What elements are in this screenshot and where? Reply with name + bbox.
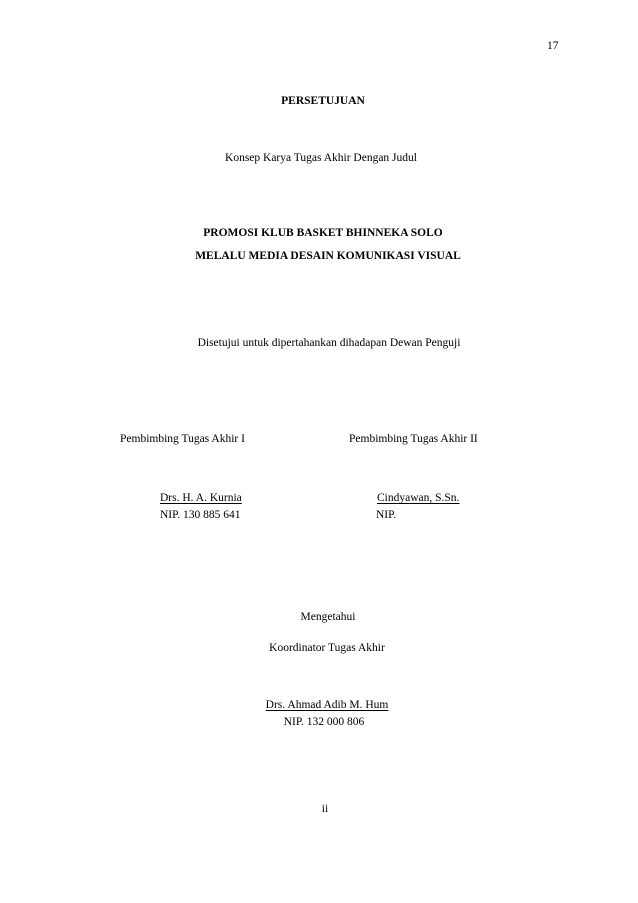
page-title: PERSETUJUAN: [281, 95, 365, 107]
approval-statement: Disetujui untuk dipertahankan dihadapan Dewan Penguji: [197, 337, 461, 349]
advisor-1-role: Pembimbing Tugas Akhir I: [120, 433, 245, 445]
advisor-1-name: Drs. H. A. Kurnia: [160, 492, 242, 504]
acknowledgement-label: Mengetahui: [300, 611, 356, 623]
advisor-2-name: Cindyawan, S.Sn.: [377, 492, 460, 504]
coordinator-nip: NIP. 132 000 806: [283, 716, 365, 728]
advisor-2-role: Pembimbing Tugas Akhir II: [349, 433, 478, 445]
advisor-2-nip: NIP.: [376, 509, 397, 521]
coordinator-name: Drs. Ahmad Adib M. Hum: [265, 699, 389, 711]
coordinator-role: Koordinator Tugas Akhir: [269, 642, 385, 654]
thesis-title-line-1: PROMOSI KLUB BASKET BHINNEKA SOLO: [203, 227, 443, 239]
advisor-1-nip: NIP. 130 885 641: [160, 509, 241, 521]
thesis-title-line-2: MELALU MEDIA DESAIN KOMUNIKASI VISUAL: [195, 250, 461, 262]
bottom-page-number: ii: [321, 803, 329, 815]
intro-text: Konsep Karya Tugas Akhir Dengan Judul: [225, 152, 417, 164]
top-page-number: 17: [547, 40, 559, 52]
